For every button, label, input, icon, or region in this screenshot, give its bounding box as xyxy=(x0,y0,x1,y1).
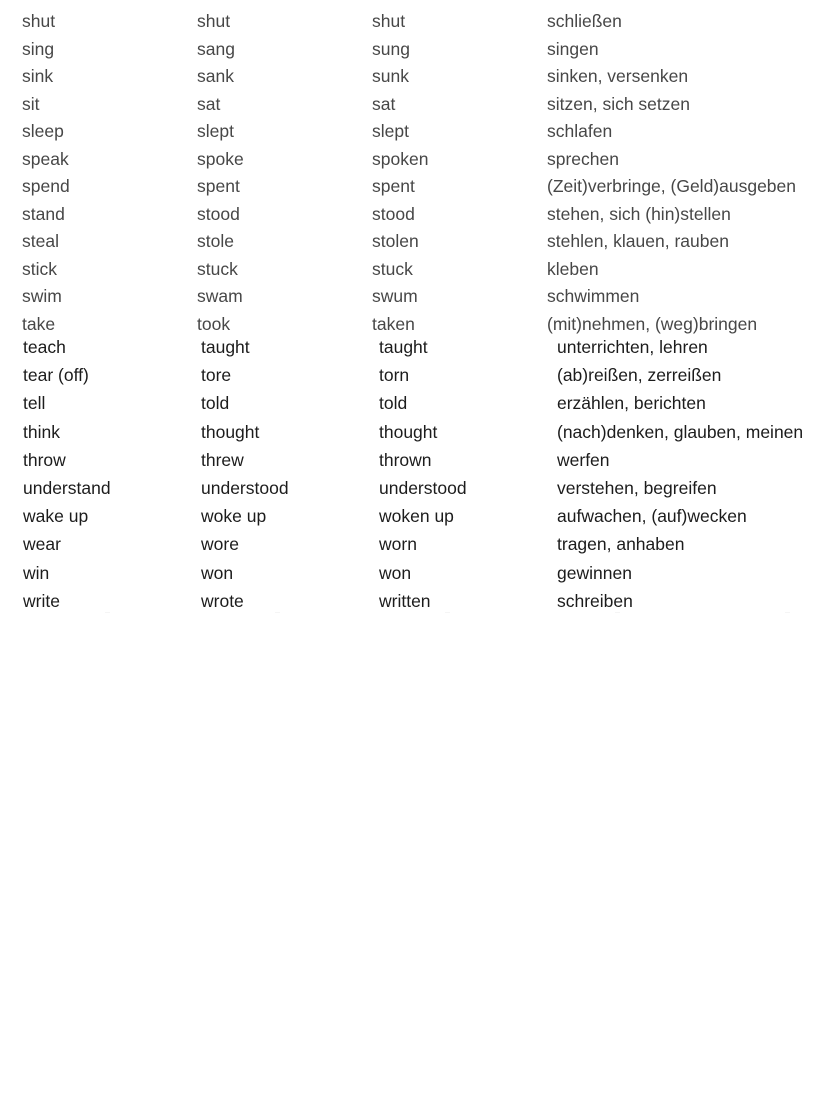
table-row xyxy=(0,228,828,256)
german-translation-cell: aufwachen, (auf)wecken xyxy=(557,506,747,527)
table-row xyxy=(0,256,828,284)
past-participle-cell: taken xyxy=(372,313,415,334)
past-participle-cell: shut xyxy=(372,11,406,31)
infinitive-cell: speak xyxy=(22,148,69,169)
past-participle-cell: won xyxy=(379,562,412,583)
table-row xyxy=(0,63,828,91)
past-participle-cell: thrown xyxy=(379,449,432,470)
infinitive-cell: shut xyxy=(22,11,56,31)
german-translation-cell: sitzen, sich setzen xyxy=(547,93,690,114)
infinitive-cell: sit xyxy=(22,93,40,114)
table-row xyxy=(0,36,828,64)
german-translation-cell: (mit)nehmen, (weg)bringen xyxy=(547,313,758,334)
past-participle-cell: understood xyxy=(379,477,467,498)
table-row xyxy=(0,587,828,615)
table-row xyxy=(0,389,828,417)
past-participle-cell: sat xyxy=(372,93,396,114)
past-participle-cell: sung xyxy=(372,38,410,59)
infinitive-cell: stand xyxy=(22,203,65,224)
german-translation-cell: schlafen xyxy=(547,121,613,141)
simple-past-cell: sang xyxy=(197,38,235,59)
simple-past-cell: wore xyxy=(201,534,239,555)
simple-past-cell: told xyxy=(201,393,230,414)
table-row xyxy=(0,502,828,530)
german-translation-cell: schließen xyxy=(547,11,622,31)
simple-past-cell: wrote xyxy=(201,590,244,611)
infinitive-cell: write xyxy=(23,590,60,611)
german-translation-cell: erzählen, berichten xyxy=(557,393,706,414)
german-translation-cell: sinken, versenken xyxy=(547,66,689,86)
german-translation-cell: stehen, sich (hin)stellen xyxy=(547,203,731,224)
simple-past-cell: won xyxy=(201,562,234,583)
table-row xyxy=(0,530,828,558)
table-row xyxy=(0,559,828,587)
table-bottom-divider xyxy=(0,612,828,613)
table-row xyxy=(0,333,828,361)
past-participle-cell: taught xyxy=(379,337,428,357)
german-translation-cell: werfen xyxy=(557,449,610,470)
past-participle-cell: worn xyxy=(379,534,417,555)
german-translation-cell: (ab)reißen, zerreißen xyxy=(557,365,722,386)
german-translation-cell: verstehen, begreifen xyxy=(557,477,717,498)
past-participle-cell: thought xyxy=(379,421,438,442)
verb-table-top-section xyxy=(0,8,828,338)
german-translation-cell: tragen, anhaben xyxy=(557,534,685,555)
table-row xyxy=(0,146,828,174)
table-row xyxy=(0,173,828,201)
infinitive-cell: spend xyxy=(22,176,70,196)
infinitive-cell: tear (off) xyxy=(23,365,89,386)
table-row xyxy=(0,201,828,229)
infinitive-cell: wake up xyxy=(23,506,89,527)
simple-past-cell: swam xyxy=(197,286,243,306)
infinitive-cell: teach xyxy=(23,337,66,357)
table-row xyxy=(0,474,828,502)
past-participle-cell: torn xyxy=(379,365,410,386)
past-participle-cell: woken up xyxy=(379,506,454,527)
infinitive-cell: swim xyxy=(22,286,62,306)
simple-past-cell: spoke xyxy=(197,148,244,169)
infinitive-cell: stick xyxy=(22,258,57,279)
german-translation-cell: schreiben xyxy=(557,590,633,611)
past-participle-cell: slept xyxy=(372,121,409,141)
simple-past-cell: stole xyxy=(197,231,234,251)
german-translation-cell: gewinnen xyxy=(557,562,632,583)
simple-past-cell: stood xyxy=(197,203,240,224)
simple-past-cell: took xyxy=(197,313,231,334)
infinitive-cell: tell xyxy=(23,393,46,414)
table-row xyxy=(0,446,828,474)
german-translation-cell: singen xyxy=(547,38,599,59)
german-translation-cell: (Zeit)verbringe, (Geld)ausgeben xyxy=(547,176,797,196)
german-translation-cell: schwimmen xyxy=(547,286,640,306)
simple-past-cell: stuck xyxy=(197,258,238,279)
simple-past-cell: thought xyxy=(201,421,260,442)
simple-past-cell: threw xyxy=(201,449,244,470)
infinitive-cell: sing xyxy=(22,38,55,59)
simple-past-cell: tore xyxy=(201,365,232,386)
german-translation-cell: unterrichten, lehren xyxy=(557,337,708,357)
table-row xyxy=(0,283,828,311)
infinitive-cell: sink xyxy=(22,66,54,86)
past-participle-cell: sunk xyxy=(372,66,409,86)
infinitive-cell: throw xyxy=(23,449,66,470)
simple-past-cell: sat xyxy=(197,93,221,114)
past-participle-cell: told xyxy=(379,393,408,414)
past-participle-cell: written xyxy=(379,590,431,611)
simple-past-cell: sank xyxy=(197,66,234,86)
table-row xyxy=(0,361,828,389)
german-translation-cell: stehlen, klauen, rauben xyxy=(547,231,729,251)
past-participle-cell: stolen xyxy=(372,231,419,251)
verb-table-bottom-section xyxy=(0,333,828,615)
infinitive-cell: think xyxy=(23,421,60,442)
table-row xyxy=(0,118,828,146)
german-translation-cell: kleben xyxy=(547,258,599,279)
table-row xyxy=(0,8,828,36)
simple-past-cell: shut xyxy=(197,11,231,31)
infinitive-cell: sleep xyxy=(22,121,64,141)
table-row xyxy=(0,91,828,119)
simple-past-cell: slept xyxy=(197,121,234,141)
simple-past-cell: taught xyxy=(201,337,250,357)
past-participle-cell: stuck xyxy=(372,258,413,279)
infinitive-cell: understand xyxy=(23,477,111,498)
past-participle-cell: spoken xyxy=(372,148,429,169)
past-participle-cell: swum xyxy=(372,286,418,306)
infinitive-cell: take xyxy=(22,313,56,334)
simple-past-cell: spent xyxy=(197,176,240,196)
simple-past-cell: woke up xyxy=(201,506,267,527)
infinitive-cell: win xyxy=(23,562,50,583)
infinitive-cell: steal xyxy=(22,231,59,251)
simple-past-cell: understood xyxy=(201,477,289,498)
table-row xyxy=(0,418,828,446)
past-participle-cell: stood xyxy=(372,203,415,224)
german-translation-cell: sprechen xyxy=(547,148,619,169)
infinitive-cell: wear xyxy=(23,534,61,555)
german-translation-cell: (nach)denken, glauben, meinen xyxy=(557,421,804,442)
past-participle-cell: spent xyxy=(372,176,415,196)
